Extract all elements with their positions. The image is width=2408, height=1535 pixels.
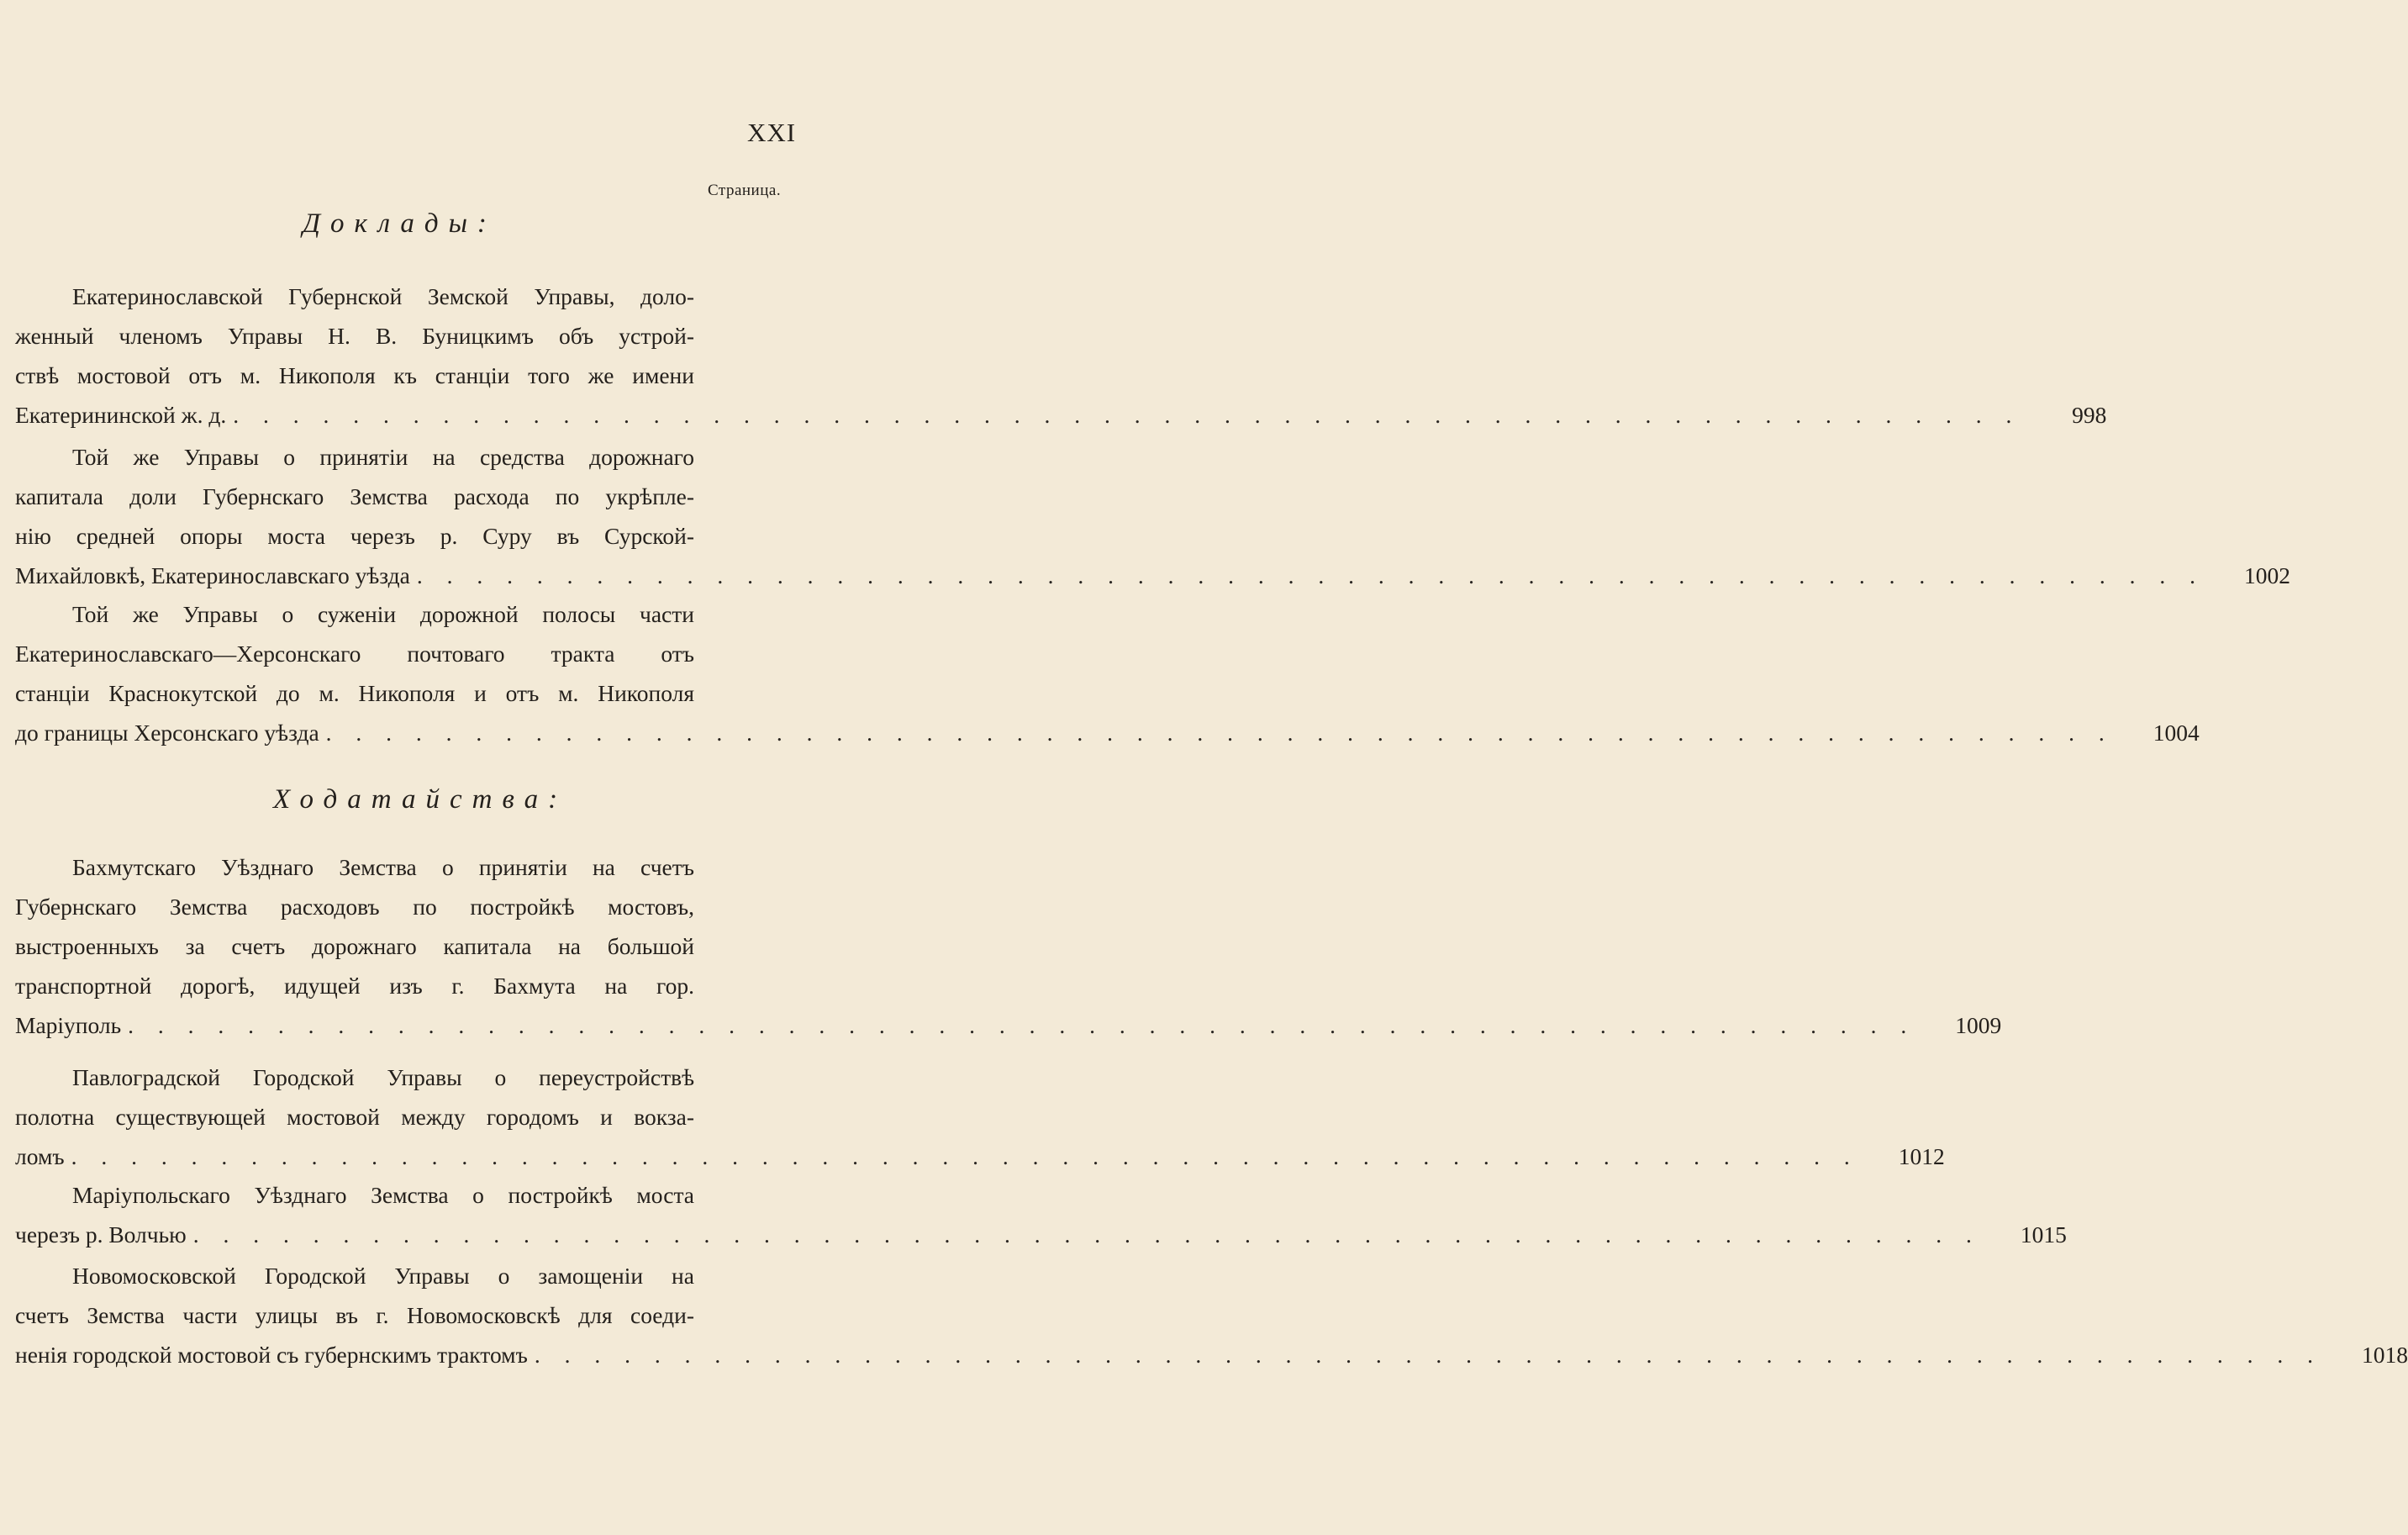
toc-entry-text: Губернскаго Земства расходовъ по постройкѣ мостовъ, (15, 894, 694, 920)
toc-page-number: 1015 (2020, 1221, 2067, 1248)
toc-page-number: 1018 (2361, 1342, 2408, 1368)
toc-entry-last-line (15, 1335, 2408, 1374)
toc-entry-text: ствѣ мостовой отъ м. Никополя къ станціи того же имени (15, 362, 694, 388)
toc-entry-text: ненія городской мостовой съ губернскимъ трактомъ (15, 1342, 528, 1368)
toc-page-number: 1004 (2152, 720, 2200, 746)
toc-entry-last-line (15, 556, 2290, 595)
toc-entry-text: Той же Управы о суженіи дорожной полосы части (72, 601, 694, 627)
toc-entry-text: нію средней опоры моста черезъ р. Суру въ Сурской- (15, 523, 694, 549)
toc-entry-text: полотна существующей мостовой между городомъ и вокза- (15, 1104, 694, 1130)
toc-entry-text: транспортной дорогѣ, идущей изъ г. Бахмута на гор. (15, 973, 694, 999)
toc-entry-text: Павлоградской Городской Управы о переустройствѣ (72, 1064, 694, 1090)
leader-dots: . . . . . . . . . . . . . . . . . . . . . . . . . . . . . . . . . . . . . . . . . . . . . . . . . . . . . . . . . . . . (416, 562, 2205, 588)
toc-entry-text: счетъ Земства части улицы въ г. Новомосковскѣ для соеди- (15, 1302, 694, 1328)
page-folio: XXI (747, 118, 797, 147)
toc-entry-text: Бахмутскаго Уѣзднаго Земства о принятіи на счетъ (72, 854, 694, 880)
toc-entry-text: Екатеринославской Губернской Земской Управы, доло- (72, 283, 694, 309)
leader-dots: . . . . . . . . . . . . . . . . . . . . . . . . . . . . . . . . . . . . . . . . . . . . . . . . . . . . . . . . . . . . (128, 1012, 1916, 1038)
toc-entry-last-line (15, 395, 2107, 435)
toc-entry (15, 1256, 2408, 1374)
toc-entry (15, 1175, 2067, 1254)
toc-entry-text: Новомосковской Городской Управы о замощеніи на (72, 1263, 694, 1289)
leader-dots: . . . . . . . . . . . . . . . . . . . . . . . . . . . . . . . . . . . . . . . . . . . . . . . . . . . . . . . . . . . . (192, 1221, 1981, 1248)
toc-page-number: 998 (2072, 402, 2107, 428)
toc-entry (15, 594, 2200, 752)
leader-dots: . . . . . . . . . . . . . . . . . . . . . . . . . . . . . . . . . . . . . . . . . . . . . . . . . . . . . . . . . . . . (71, 1143, 1859, 1169)
toc-entry-last-line (15, 1137, 1945, 1176)
toc-page-number: 1012 (1898, 1143, 1945, 1169)
leader-dots: . . . . . . . . . . . . . . . . . . . . . . . . . . . . . . . . . . . . . . . . . . . . . . . . . . . . . . . . . . . . (233, 402, 2021, 428)
toc-page-number: 1009 (1955, 1012, 2002, 1038)
toc-entry-text: капитала доли Губернскаго Земства расхода по укрѣпле- (15, 483, 694, 509)
toc-entry-text: Той же Управы о принятіи на средства дорожнаго (72, 444, 694, 470)
toc-entry-text: Екатерининской ж. д. (15, 402, 227, 428)
toc-entry-text: Екатеринославскаго—Херсонскаго почтоваго тракта отъ (15, 641, 694, 667)
section-title: Ходатайства: (273, 784, 568, 815)
page-column-header: Страница. (708, 182, 782, 199)
toc-entry-last-line (15, 713, 2200, 752)
leader-dots: . . . . . . . . . . . . . . . . . . . . . . . . . . . . . . . . . . . . . . . . . . . . . . . . . . . . . . . . . . . . (325, 720, 2114, 746)
toc-entry-last-line (15, 1215, 2067, 1254)
toc-entry (15, 277, 2107, 435)
toc-entry-text: черезъ р. Волчью (15, 1221, 187, 1248)
toc-entry (15, 1058, 1945, 1176)
toc-entry-text: выстроенныхъ за счетъ дорожнаго капитала на большой (15, 933, 694, 959)
toc-entry-text: до границы Херсонскаго уѣзда (15, 720, 319, 746)
toc-entry-text: Михайловкѣ, Екатеринославскаго уѣзда (15, 562, 410, 588)
toc-page-number: 1002 (2243, 562, 2290, 588)
toc-entry (15, 847, 2002, 1045)
toc-entry-text: Маріупольскаго Уѣзднаго Земства о постройкѣ моста (72, 1182, 694, 1208)
section-title: Доклады: (303, 208, 497, 239)
toc-entry-text: женный членомъ Управы Н. В. Буницкимъ объ устрой- (15, 323, 694, 349)
toc-entry (15, 437, 2290, 595)
toc-entry-text: станціи Краснокутской до м. Никополя и отъ м. Никополя (15, 680, 694, 706)
leader-dots: . . . . . . . . . . . . . . . . . . . . . . . . . . . . . . . . . . . . . . . . . . . . . . . . . . . . . . . . . . . . (534, 1342, 2322, 1368)
toc-entry-text: ломъ (15, 1143, 65, 1169)
toc-entry-text: Маріуполь (15, 1012, 122, 1038)
toc-entry-last-line (15, 1005, 2002, 1045)
